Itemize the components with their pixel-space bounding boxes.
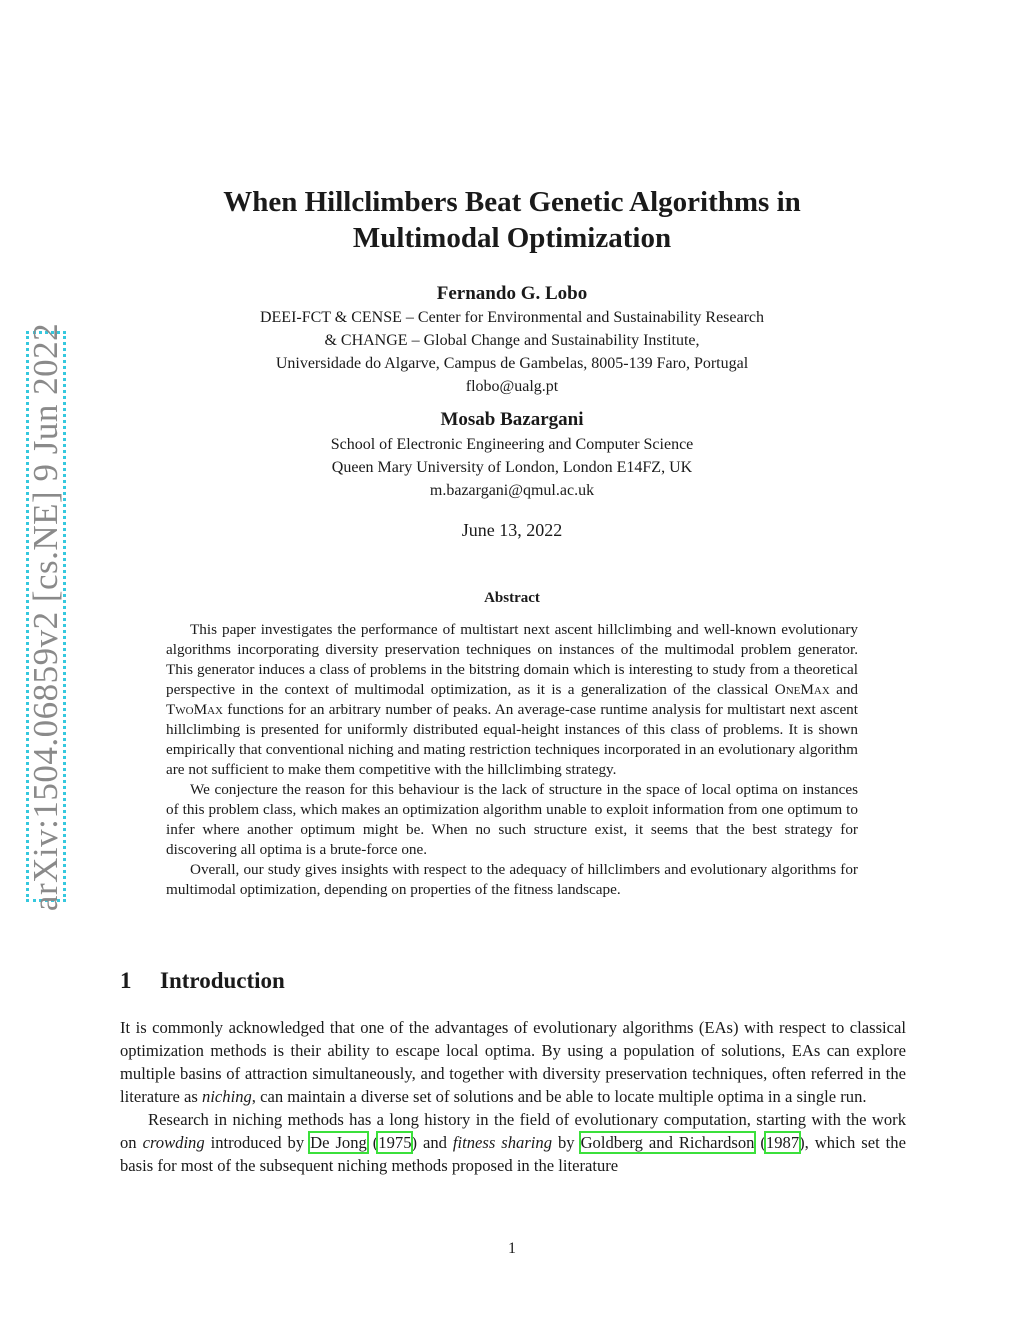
fitness-sharing-term: fitness sharing — [452, 1133, 553, 1152]
citation-1987-link[interactable]: 1987 — [765, 1133, 800, 1152]
abstract-paragraph-1: This paper investigates the performance of multistart next ascent hillclimbing and well-known evolutionary algorithms incorporating diversity preservation techniques on instances of the multimodal problem generator. This generator induces a class of problems in the bitstring domain which is interesting to study from a theoretical perspective in the context of multimodal optimization, as it is a generalization of the classical OneMax and TwoMax functions for an arbitrary number of peaks. An average-case runtime analysis for multistart next ascent hillclimbing is presented for uniformly distributed equal-height instances of this class of problems. It is shown empirically that conventional niching and mating restriction techniques incorporated in an evolutionary algorithm are not sufficient to make them competitive with the hillclimbing strategy. — [166, 621, 859, 778]
author-2-email: m.bazargani@qmul.ac.uk — [429, 482, 595, 499]
citation-goldberg-richardson-link[interactable]: Goldberg and Richardson — [580, 1133, 755, 1152]
citation-de-jong-link[interactable]: De Jong — [310, 1133, 367, 1152]
abstract-body — [166, 620, 858, 900]
author-1-affiliation-line-2: & CHANGE – Global Change and Sustainability Institute, — [324, 332, 700, 349]
niching-term: niching — [202, 1087, 252, 1106]
section-number: 1 — [120, 968, 132, 993]
page-number: 1 — [508, 1240, 516, 1257]
abstract-paragraph-3: Overall, our study gives insights with respect to the adequacy of hillclimbers and evolutionary algorithms for multimodal optimization, depending on properties of the fitness landscape. — [166, 861, 858, 898]
author-name-1: Fernando G. Lobo — [436, 283, 588, 304]
introduction-paragraph-2: Research in niching methods has a long history in the field of evolutionary computation, starting with the work on crowding introduced by De Jong (1975) and fitness sharing by Goldberg and Richardson (1987), which set the basis for most of the subsequent niching methods proposed in the literature — [120, 1110, 906, 1175]
paper-date: June 13, 2022 — [461, 520, 563, 540]
introduction-body — [120, 1016, 906, 1177]
citation-1975-link[interactable]: 1975 — [378, 1133, 412, 1152]
arxiv-identifier-text: arXiv:1504.06859v2 [cs.NE] 9 Jun 2022 — [26, 322, 65, 911]
paper-title-line-1: When Hillclimbers Beat Genetic Algorithms in — [223, 186, 801, 218]
paper-title-line-2: Multimodal Optimization — [352, 222, 672, 254]
abstract-heading: Abstract — [484, 590, 540, 606]
author-name-2: Mosab Bazargani — [440, 409, 584, 430]
author-1-email: flobo@ualg.pt — [465, 378, 559, 395]
twomax-term: TwoMax — [166, 701, 223, 718]
section-title: Introduction — [160, 968, 285, 993]
abstract-paragraph-2: We conjecture the reason for this behaviour is the lack of structure in the space of local optima on instances of this problem class, which makes an optimization algorithm unable to exploit information from one optimum to infer where another optimum might be. When no such structure exist, it seems that the best strategy for discovering all optima is a brute-force one. — [166, 781, 858, 858]
author-2-affiliation-line-2: Queen Mary University of London, London E14FZ, UK — [331, 459, 693, 476]
onemax-term: OneMax — [774, 681, 830, 698]
author-1-affiliation-line-1: DEEI-FCT & CENSE – Center for Environmental and Sustainability Research — [259, 309, 765, 326]
author-2-affiliation-line-1: School of Electronic Engineering and Computer Science — [330, 436, 694, 453]
section-heading-introduction — [120, 968, 285, 994]
introduction-paragraph-1: It is commonly acknowledged that one of the advantages of evolutionary algorithms (EAs) with respect to classical optimization methods is their ability to escape local optima. By using a population of solutions, EAs can explore multiple basins of attraction simultaneously, and together with diversity preservation techniques, often referred in the literature as niching, can maintain a diverse set of solutions and be able to locate multiple optima in a single run. — [120, 1018, 906, 1106]
author-1-affiliation-line-3: Universidade do Algarve, Campus de Gambelas, 8005-139 Faro, Portugal — [275, 355, 749, 372]
crowding-term: crowding — [142, 1133, 205, 1152]
